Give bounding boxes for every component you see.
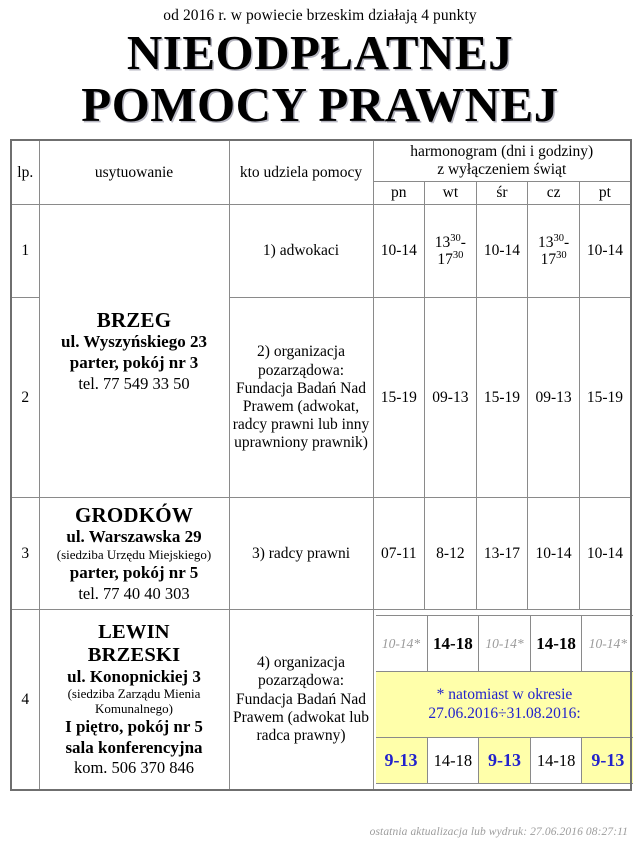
summer-note-line-1: * natomiast w okresie — [436, 686, 573, 704]
column-header-day-wt: wt — [425, 182, 477, 205]
column-header-kto-udziela: kto udziela pomocy — [229, 140, 373, 205]
row-4-schedule-group — [373, 610, 631, 790]
time-r3-cz: 10-14 — [528, 498, 580, 610]
location-lewin-note-line-2: Komunalnego) — [95, 701, 173, 717]
last-update-timestamp: ostatnia aktualizacja lub wydruk: 27.06.2016 08:27:11 — [369, 826, 628, 838]
schedule-table-wrapper — [10, 139, 630, 791]
time-r4-pn-summer: 9-13 — [376, 738, 428, 784]
location-grodkow-city: GRODKÓW — [74, 502, 194, 527]
time-r4-sr-primary: 10-14* — [479, 616, 531, 672]
time-r3-sr: 13-17 — [476, 498, 528, 610]
time-r1-pt: 10-14 — [579, 205, 631, 298]
row-4-primary-times — [376, 616, 634, 672]
table-header-row-1 — [11, 140, 631, 182]
time-r4-pt-summer: 9-13 — [582, 738, 634, 784]
time-r2-wt: 09-13 — [425, 298, 477, 498]
legal-aid-schedule-table — [10, 139, 632, 791]
provider-row-4: 4) organizacja pozarządowa: Fundacja Badań Nad Prawem (adwokat lub radca prawny) — [229, 610, 373, 790]
document-title-line-1: NIEODPŁATNEJ — [126, 25, 514, 81]
harmonogram-line-1: harmonogram (dni i godziny) — [410, 142, 594, 160]
header-kicker: od 2016 r. w powiecie brzeskim działają 4 punkty — [163, 7, 477, 24]
location-brzeg — [39, 205, 229, 498]
location-lewin-brzeski — [39, 610, 229, 790]
location-grodkow — [39, 498, 229, 610]
time-r4-wt-summer: 14-18 — [427, 738, 479, 784]
location-grodkow-phone: tel. 77 40 40 303 — [78, 583, 190, 603]
time-r3-pt: 10-14 — [579, 498, 631, 610]
location-lewin-street: ul. Konopnickiej 3 — [67, 666, 201, 686]
time-r3-wt: 8-12 — [425, 498, 477, 610]
location-grodkow-street: ul. Warszawska 29 — [66, 527, 202, 547]
location-brzeg-phone: tel. 77 549 33 50 — [78, 373, 190, 393]
time-r2-cz: 09-13 — [528, 298, 580, 498]
time-r2-sr: 15-19 — [476, 298, 528, 498]
location-lewin-city-line-2: BRZESKI — [87, 643, 181, 666]
time-r2-pt: 15-19 — [579, 298, 631, 498]
document-title-line-2: POMOCY PRAWNEJ — [81, 76, 559, 132]
time-r1-sr: 10-14 — [476, 205, 528, 298]
time-r4-cz-primary: 14-18 — [530, 616, 582, 672]
time-r1-wt: $13^{30}-$ $17^{30}$ — [425, 205, 477, 298]
harmonogram-line-2: z wyłączeniem świąt — [437, 161, 567, 179]
provider-row-3: 3) radcy prawni — [229, 498, 373, 610]
provider-row-1: 1) adwokaci — [229, 205, 373, 298]
location-brzeg-city: BRZEG — [96, 307, 172, 332]
provider-row-2: 2) organizacja pozarządowa: Fundacja Badań Nad Prawem (adwokat, radcy prawni lub inny uprawniony prawnik) — [229, 298, 373, 498]
location-lewin-room-line-2: sala konferencyjna — [65, 737, 203, 757]
location-lewin-note-line-1: (siedziba Zarządu Mienia — [67, 686, 201, 702]
location-lewin-phone: kom. 506 370 846 — [73, 758, 195, 778]
location-grodkow-note: (siedziba Urzędu Miejskiego) — [56, 547, 212, 563]
location-brzeg-room: parter, pokój nr 3 — [69, 353, 199, 373]
table-row — [11, 205, 631, 298]
row-number-3: 3 — [11, 498, 39, 610]
row-number-4: 4 — [11, 610, 39, 790]
location-lewin-room-line-1: I piętro, pokój nr 5 — [65, 716, 203, 736]
column-header-usytuowanie: usytuowanie — [39, 140, 229, 205]
summer-period-note — [376, 672, 634, 738]
column-header-day-sr: śr — [476, 182, 528, 205]
location-brzeg-street: ul. Wyszyńskiego 23 — [61, 332, 207, 352]
row-number-1: 1 — [11, 205, 39, 298]
time-r4-pn-primary: 10-14* — [376, 616, 428, 672]
location-grodkow-room: parter, pokój nr 5 — [69, 562, 199, 582]
time-r4-cz-summer: 14-18 — [530, 738, 582, 784]
summer-note-line-2: 27.06.2016÷31.08.2016: — [428, 704, 581, 722]
time-r1-pn: 10-14 — [373, 205, 425, 298]
time-r4-wt-primary: 14-18 — [427, 616, 479, 672]
column-header-day-pn: pn — [373, 182, 425, 205]
row-4-summer-note — [376, 672, 634, 738]
time-r2-pn: 15-19 — [373, 298, 425, 498]
time-r4-pt-primary: 10-14* — [582, 616, 634, 672]
time-r4-sr-summer: 9-13 — [479, 738, 531, 784]
table-row — [11, 498, 631, 610]
column-header-harmonogram — [373, 140, 631, 182]
time-r1-cz: $13^{30}-$ $17^{30}$ — [528, 205, 580, 298]
location-lewin-city-line-1: LEWIN — [98, 620, 170, 643]
column-header-lp: lp. — [11, 140, 39, 205]
row-4-inner-table — [376, 615, 634, 784]
table-row — [11, 610, 631, 790]
document-header — [0, 0, 640, 130]
row-number-2: 2 — [11, 298, 39, 498]
column-header-day-cz: cz — [528, 182, 580, 205]
row-4-summer-times — [376, 738, 634, 784]
column-header-day-pt: pt — [579, 182, 631, 205]
time-r3-pn: 07-11 — [373, 498, 425, 610]
